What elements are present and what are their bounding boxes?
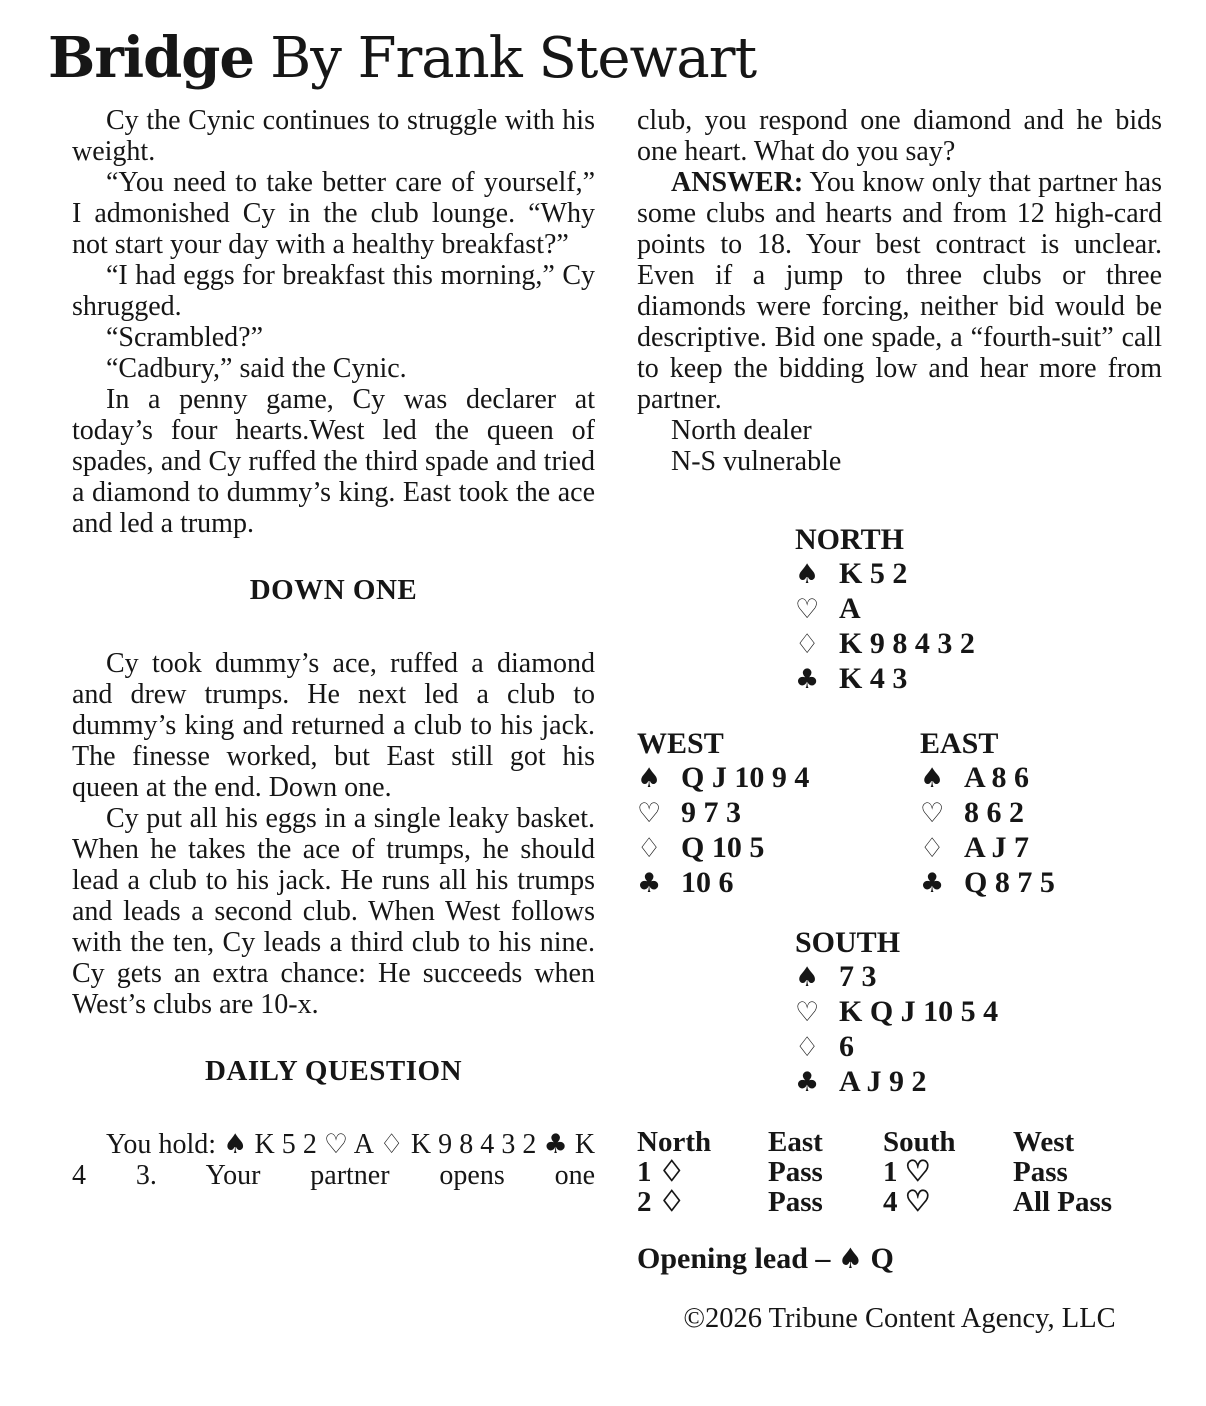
south-clubs-row (795, 1065, 1162, 1100)
diamond-icon: ♢ (920, 833, 945, 864)
paragraph: club, you respond one diamond and he bids one heart. What do you say? (637, 105, 1162, 167)
north-spades-row (795, 557, 1162, 592)
cards: K 5 2 (839, 557, 908, 590)
bid-cell: 1 ♢ (637, 1156, 685, 1188)
bidding-table (637, 1127, 1162, 1217)
north-label: NORTH (795, 523, 904, 556)
left-column (72, 105, 595, 1335)
heart-icon: ♡ (920, 798, 945, 829)
opening-lead-line (637, 1242, 1162, 1276)
cards: 8 6 2 (964, 796, 1024, 829)
bidding-header-south: South (883, 1126, 956, 1158)
diamond-holding: K 9 8 4 3 2 (410, 1129, 537, 1160)
answer-paragraph (637, 167, 1162, 415)
dealer-line: North dealer (671, 415, 812, 446)
east-hearts-row (920, 796, 1162, 831)
section-heading-daily-question: DAILY QUESTION (204, 1055, 463, 1087)
section-heading-down-one: DOWN ONE (249, 574, 418, 606)
spade-icon: ♠ (795, 559, 820, 590)
cards: 10 6 (681, 866, 734, 899)
heart-holding: A (353, 1129, 373, 1160)
west-east-row (637, 727, 1162, 901)
club-icon: ♣ (795, 1067, 820, 1098)
west-clubs-row (637, 866, 920, 901)
west-hand (637, 727, 920, 901)
bid-cell: 1 ♡ (883, 1156, 931, 1188)
spade-icon: ♠ (223, 1129, 248, 1160)
daily-question-paragraph (72, 1129, 595, 1191)
east-label: EAST (920, 727, 999, 760)
column-title: Bridge (48, 25, 255, 91)
heart-icon: ♡ (795, 594, 820, 625)
bid-cell: Pass (768, 1156, 823, 1188)
bid-cell: Pass (1013, 1156, 1068, 1188)
paragraph: “Scrambled?” (106, 322, 264, 353)
bid-cell: 2 ♢ (637, 1186, 685, 1218)
cards: K 4 3 (839, 662, 908, 695)
south-spades-row (795, 960, 1162, 995)
paragraph: Cy put all his eggs in a single leaky basket. When he takes the ace of trumps, he should lead a club to his jack. He runs all his trumps and leads a second club. When West follows with the ten, Cy leads a third club to his nine. Cy gets an extra chance: He succeeds when West’s clubs are 10-x. (72, 803, 595, 1020)
paragraph: “I had eggs for breakfast this morning,” Cy shrugged. (72, 260, 595, 322)
daily-question-suffix: Your partner opens one (205, 1160, 595, 1191)
cards: Q 10 5 (681, 831, 765, 864)
cards: Q J 10 9 4 (681, 761, 810, 794)
bidding-header-west: West (1013, 1126, 1075, 1158)
paragraph: Cy the Cynic continues to struggle with his weight. (72, 105, 595, 167)
cards: A J 9 2 (839, 1065, 927, 1098)
copyright-line: ©2026 Tribune Content Agency, LLC (683, 1303, 1116, 1334)
cards: K 9 8 4 3 2 (839, 627, 975, 660)
diamond-icon: ♢ (637, 833, 662, 864)
cards: Q 8 7 5 (964, 866, 1055, 899)
daily-question-prefix: You hold: (106, 1129, 217, 1160)
answer-text: You know only that partner has some clubs and hearts and from 12 high-card points to 18. Your best contract is unclear. Even if a jump to three clubs or three diamonds were forcing, neither bid would be descriptive. Bid one spade, a “fourth-suit” call to keep the bidding low and hear more from partner. (637, 167, 1162, 415)
south-hand (795, 926, 1162, 1100)
club-icon: ♣ (637, 868, 662, 899)
north-hearts-row (795, 592, 1162, 627)
south-label: SOUTH (795, 926, 901, 959)
cards: A (839, 592, 861, 625)
opening-lead-card: Q (870, 1242, 894, 1275)
spade-icon: ♠ (637, 763, 662, 794)
heart-icon: ♡ (795, 997, 820, 1028)
west-label: WEST (637, 727, 724, 760)
article-columns (48, 105, 1162, 1335)
north-clubs-row (795, 662, 1162, 697)
west-hearts-row (637, 796, 920, 831)
bidding-header-east: East (768, 1126, 823, 1158)
cards: K Q J 10 5 4 (839, 995, 999, 1028)
north-diamonds-row (795, 627, 1162, 662)
club-icon: ♣ (795, 664, 820, 695)
cards: 9 7 3 (681, 796, 741, 829)
heart-icon: ♡ (637, 798, 662, 829)
column-byline: By Frank Stewart (270, 26, 757, 91)
east-spades-row (920, 761, 1162, 796)
north-hand (795, 523, 1162, 697)
opening-lead-label: Opening lead – (637, 1242, 831, 1275)
paragraph: Cy took dummy’s ace, ruffed a diamond and drew trumps. He next led a club to dummy’s king and returned a club to his jack. The finesse worked, but East still got his queen at the end. Down one. (72, 648, 595, 803)
deal-diagram (637, 523, 1162, 1100)
spade-holding: K 5 2 (254, 1129, 317, 1160)
club-icon: ♣ (920, 868, 945, 899)
right-column (637, 105, 1162, 1335)
bid-cell: 4 ♡ (883, 1186, 931, 1218)
spade-icon: ♠ (837, 1242, 863, 1275)
west-spades-row (637, 761, 920, 796)
diamond-icon: ♢ (379, 1129, 404, 1160)
heart-icon: ♡ (323, 1129, 349, 1160)
paragraph: In a penny game, Cy was declarer at today’s four hearts.West led the queen of spades, and Cy ruffed the third spade and tried a diamond to dummy’s king. East took the ace and led a trump. (72, 384, 595, 539)
bid-cell: All Pass (1013, 1186, 1113, 1218)
spade-icon: ♠ (920, 763, 945, 794)
cards: A J 7 (964, 831, 1030, 864)
diamond-icon: ♢ (795, 629, 820, 660)
cards: 6 (839, 1030, 854, 1063)
bid-cell: Pass (768, 1186, 823, 1218)
east-diamonds-row (920, 831, 1162, 866)
bidding-header-north: North (637, 1126, 712, 1158)
spade-icon: ♠ (795, 962, 820, 993)
answer-label: ANSWER: (671, 167, 804, 198)
south-diamonds-row (795, 1030, 1162, 1065)
paragraph: “You need to take better care of yourself,” I admonished Cy in the club lounge. “Why not start your day with a healthy breakfast?” (72, 167, 595, 260)
masthead (48, 26, 1162, 91)
paragraph: “Cadbury,” said the Cynic. (106, 353, 407, 384)
cards: A 8 6 (964, 761, 1030, 794)
east-hand (920, 727, 1162, 901)
east-clubs-row (920, 866, 1162, 901)
west-diamonds-row (637, 831, 920, 866)
diamond-icon: ♢ (795, 1032, 820, 1063)
vulnerability-line: N-S vulnerable (671, 446, 842, 477)
club-icon: ♣ (543, 1129, 568, 1160)
cards: 7 3 (839, 960, 877, 993)
south-hearts-row (795, 995, 1162, 1030)
club-holding: K 4 3. (72, 1129, 596, 1191)
